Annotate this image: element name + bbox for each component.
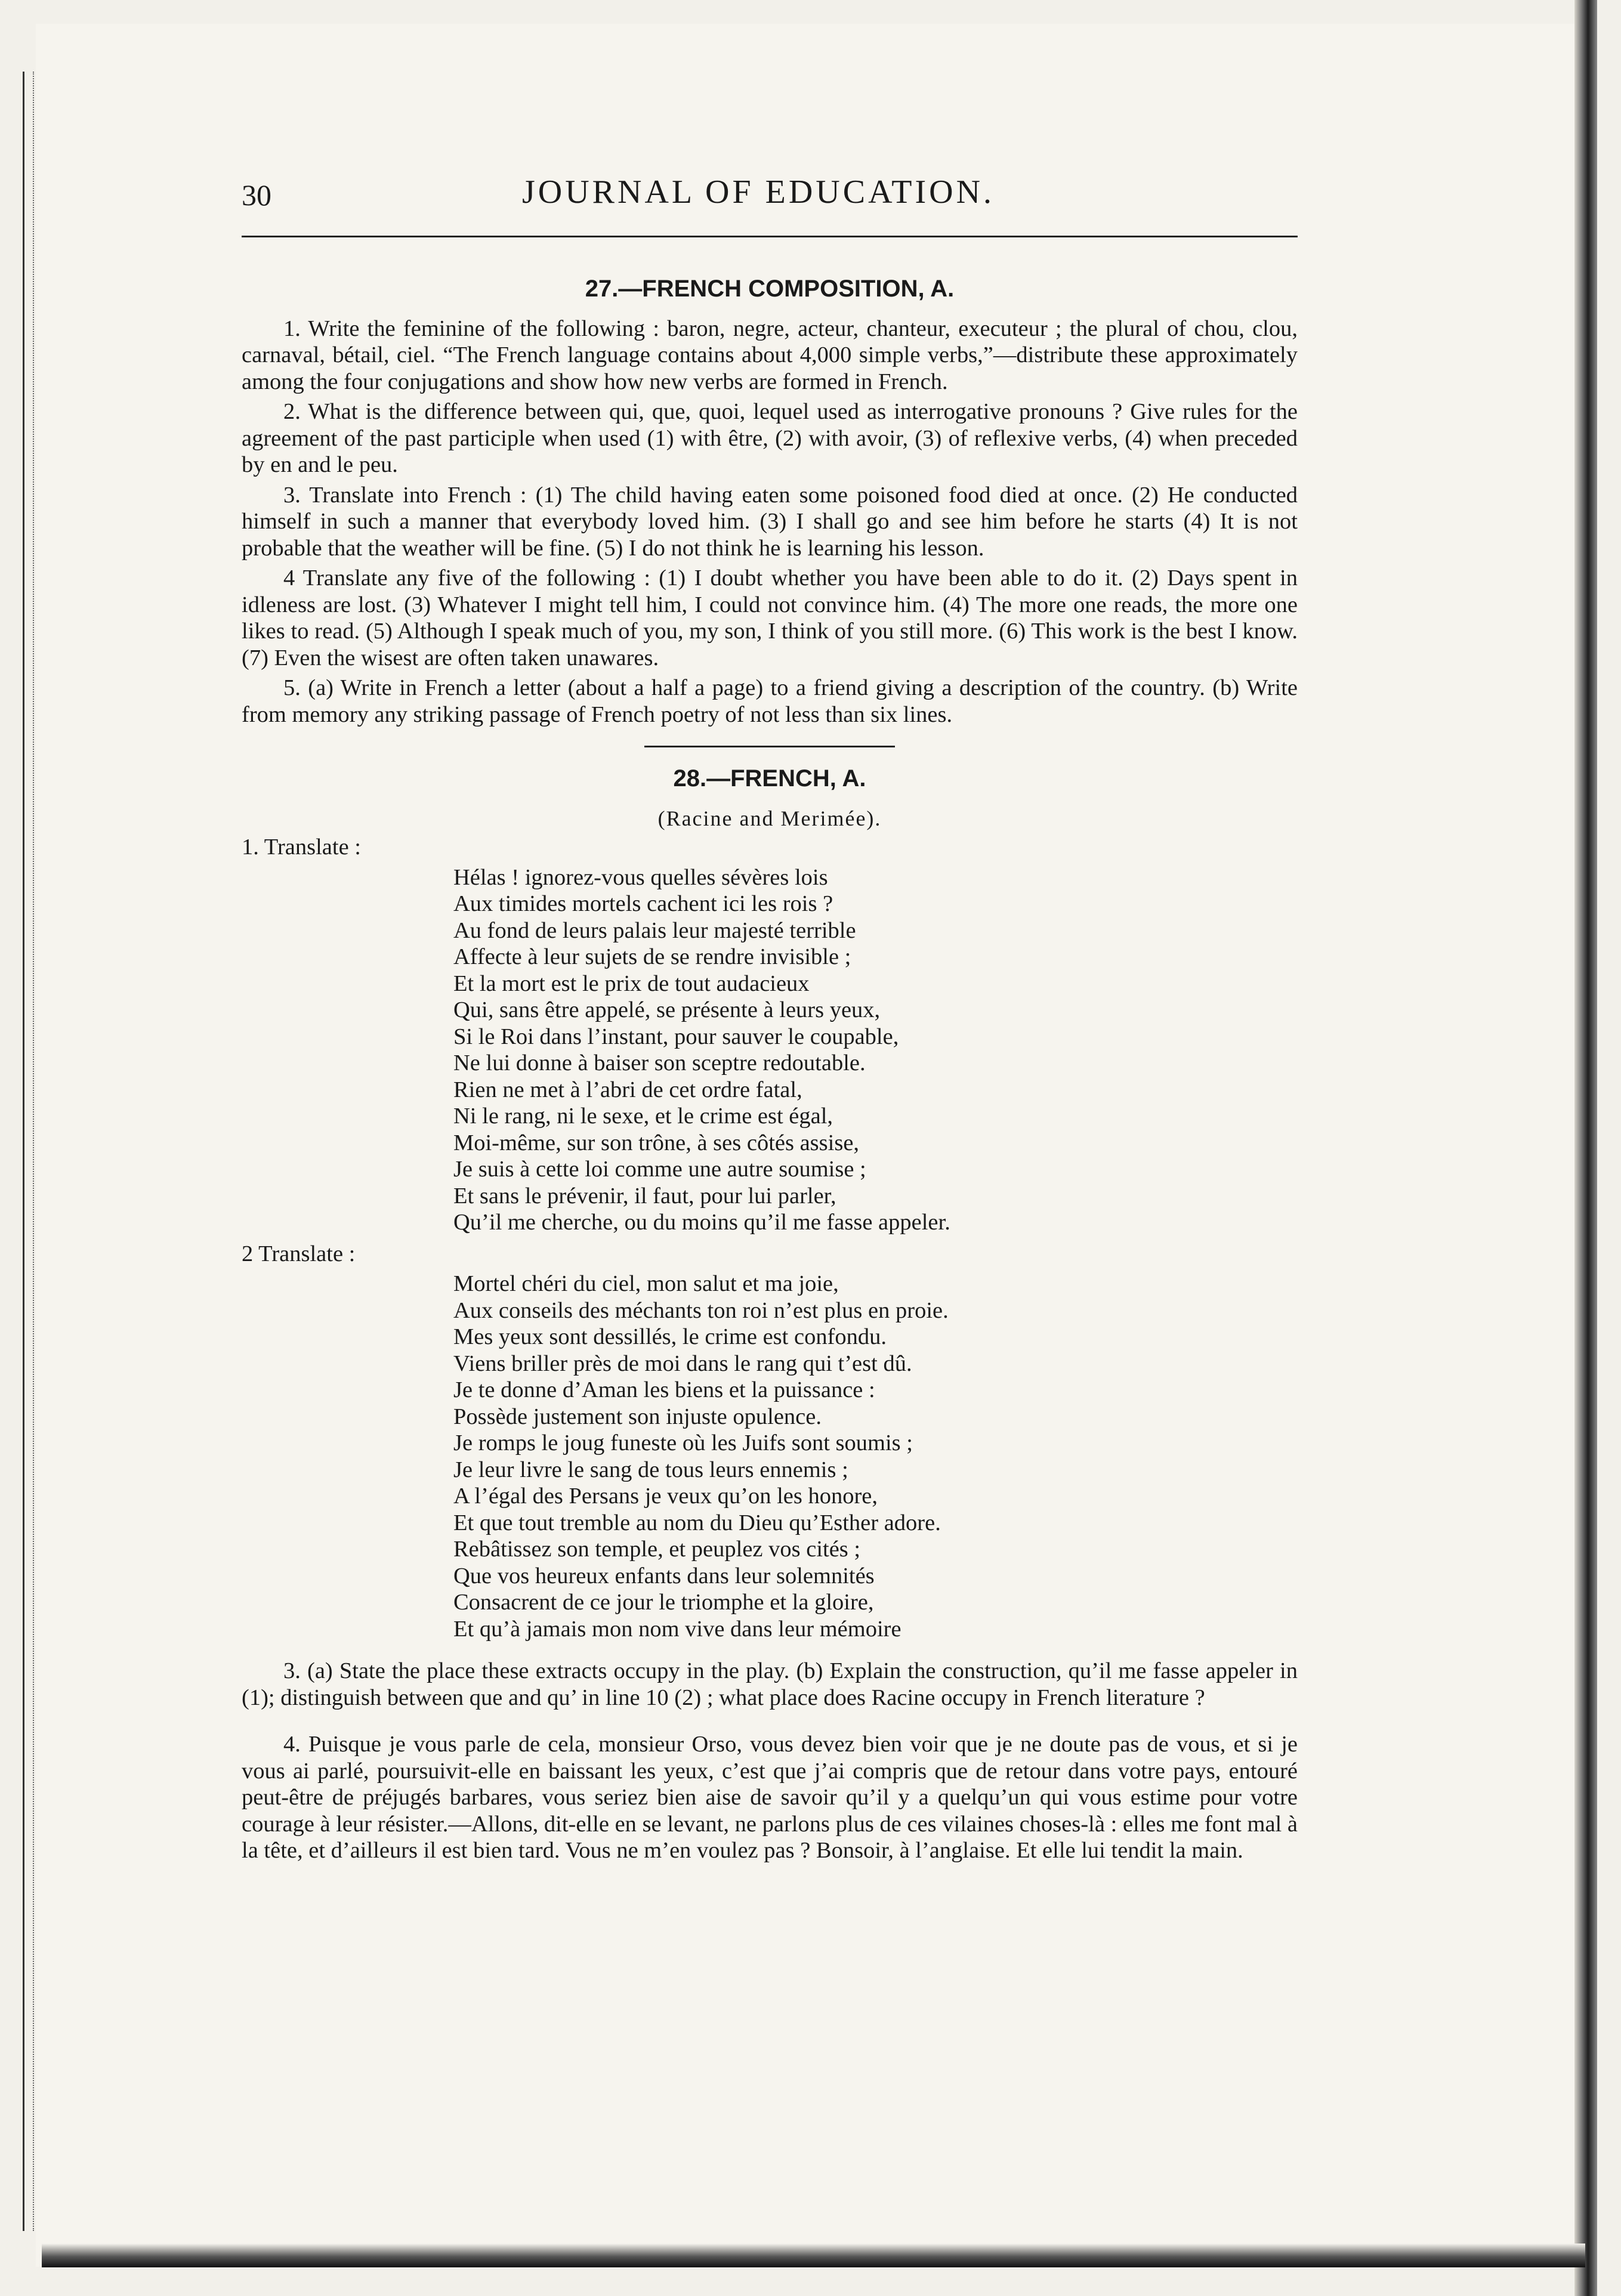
verse-line: Je suis à cette loi comme une autre soumise ; xyxy=(453,1157,866,1182)
question-27-5: 5. (a) Write in French a letter (about a half a page) to a friend giving a description of the country. (b) Write from memory any striking passage of French poetry of not less than six lines. xyxy=(242,675,1298,727)
section-subtitle-28: (Racine and Merimée). xyxy=(657,806,882,830)
scanned-edge-bottom xyxy=(42,2244,1585,2267)
verse-line: Qui, sans être appelé, se présente à leurs yeux, xyxy=(453,997,881,1022)
verse-line: Mes yeux sont dessillés, le crime est confondu. xyxy=(453,1324,887,1349)
translate-label-2: 2 Translate : xyxy=(242,1241,356,1266)
verse-line: Et sans le prévenir, il faut, pour lui parler, xyxy=(453,1183,836,1209)
verse-line: Et qu’à jamais mon nom vive dans leur mémoire xyxy=(453,1616,901,1642)
verse-line: Hélas ! ignorez-vous quelles sévères lois xyxy=(453,864,828,890)
verse-line: Ni le rang, ni le sexe, et le crime est égal, xyxy=(453,1104,833,1129)
verse-line: Je leur livre le sang de tous leurs ennemis ; xyxy=(453,1457,848,1482)
journal-title: JOURNAL OF EDUCATION. xyxy=(522,174,995,211)
question-28-3: 3. (a) State the place these extracts occupy in the play. (b) Explain the construction, qu’il me fasse appeler in (1); distinguish between que and qu’ in line 10 (2) ; what place does Racine occupy in French literature ? xyxy=(242,1658,1298,1710)
verse-line: Moi-même, sur son trône, à ses côtés assise, xyxy=(453,1130,860,1155)
section-title-27: 27.—FRENCH COMPOSITION, A. xyxy=(585,276,955,302)
verse-line: Et que tout tremble au nom du Dieu qu’Esther adore. xyxy=(453,1510,941,1535)
question-27-1: 1. Write the feminine of the following : baron, negre, acteur, chanteur, executeur ; the plural of chou, clou, carnaval, bétail, ciel. “The French language contains about 4,000 simple verbs,”—distribute these approximately among the four conjugations and show how new verbs are formed in French. xyxy=(242,316,1298,394)
binding-edge-left xyxy=(23,72,34,2231)
running-head xyxy=(242,173,1298,245)
verse-line: Et la mort est le prix de tout audacieux xyxy=(453,971,810,996)
verse-line: Possède justement son injuste opulence. xyxy=(453,1404,822,1429)
verse-line: A l’égal des Persans je veux qu’on les honore, xyxy=(453,1484,878,1509)
verse-passage-1 xyxy=(453,864,1298,1236)
verse-line: Si le Roi dans l’instant, pour sauver le coupable, xyxy=(453,1024,899,1049)
header-rule xyxy=(242,236,1298,237)
verse-line: Rien ne met à l’abri de cet ordre fatal, xyxy=(453,1077,802,1102)
verse-line: Je romps le joug funeste où les Juifs sont soumis ; xyxy=(453,1430,913,1456)
verse-line: Viens briller près de moi dans le rang qui t’est dû. xyxy=(453,1351,912,1376)
verse-line: Aux conseils des méchants ton roi n’est plus en proie. xyxy=(453,1297,949,1323)
exam-content xyxy=(242,268,1298,1864)
verse-line: Affecte à leur sujets de se rendre invisible ; xyxy=(453,944,851,969)
section-title-28: 28.—FRENCH, A. xyxy=(673,765,866,792)
question-27-3: 3. Translate into French : (1) The child having eaten some poisoned food died at once. (2) He conducted himself in such a manner that everybody loved him. (3) I shall go and see him before he starts (4) It is not probable that the weather will be fine. (5) I do not think he is learning his lesson. xyxy=(242,482,1298,561)
section-french-a xyxy=(242,765,1298,1864)
page-number: 30 xyxy=(242,178,271,212)
scanned-edge-right xyxy=(1574,0,1597,2296)
verse-line: Aux timides mortels cachent ici les rois ? xyxy=(453,891,833,916)
verse-passage-2 xyxy=(453,1271,1298,1642)
verse-line: Au fond de leurs palais leur majesté terrible xyxy=(453,917,856,943)
question-27-4: 4 Translate any five of the following : (1) I doubt whether you have been able to do it. (2) Days spent in idleness are lost. (3) Whatever I might tell him, I could not convince him. (4) The more one reads, the more one likes to read. (5) Although I speak much of you, my son, I think of you still more. (6) This work is the best I know. (7) Even the wisest are often taken unawares. xyxy=(242,565,1298,670)
verse-line: Qu’il me cherche, ou du moins qu’il me fasse appeler. xyxy=(453,1210,950,1235)
verse-line: Que vos heureux enfants dans leur solemnités xyxy=(453,1563,875,1589)
verse-line: Rebâtissez son temple, et peuplez vos cités ; xyxy=(453,1537,861,1562)
section-divider xyxy=(644,746,895,747)
section-french-composition xyxy=(242,276,1298,728)
question-27-2: 2. What is the difference between qui, que, quoi, lequel used as interrogative pronouns ? Give rules for the agreement of the past participle when used (1) with être, (2) with avoir, (3) of reflexive verbs, (4) when preceded by en and le peu. xyxy=(242,399,1298,477)
verse-line: Ne lui donne à baiser son sceptre redoutable. xyxy=(453,1050,866,1076)
translate-label-1: 1. Translate : xyxy=(242,835,362,860)
verse-line: Je te donne d’Aman les biens et la puissance : xyxy=(453,1377,875,1402)
verse-line: Mortel chéri du ciel, mon salut et ma joie, xyxy=(453,1271,839,1296)
question-28-4: 4. Puisque je vous parle de cela, monsieur Orso, vous devez bien voir que je ne doute pas de vous, et si je vous ai parlé, poursuivit-elle en baissant les yeux, c’est que j’ai compris que de retour dans votre pays, entouré peut-être de préjugés barbares, vous seriez bien aise de savoir qu’il y a quelqu’un qui vous estime pour votre courage à leur résister.—Allons, dit-elle en se levant, ne parlons plus de ces vilaines choses-là : elles me font mal à la tête, et d’ailleurs il est bien tard. Vous ne m’en voulez pas ? Bonsoir, à l’anglaise. Et elle lui tendit la main. xyxy=(242,1732,1298,1863)
verse-line: Consacrent de ce jour le triomphe et la gloire, xyxy=(453,1590,874,1615)
